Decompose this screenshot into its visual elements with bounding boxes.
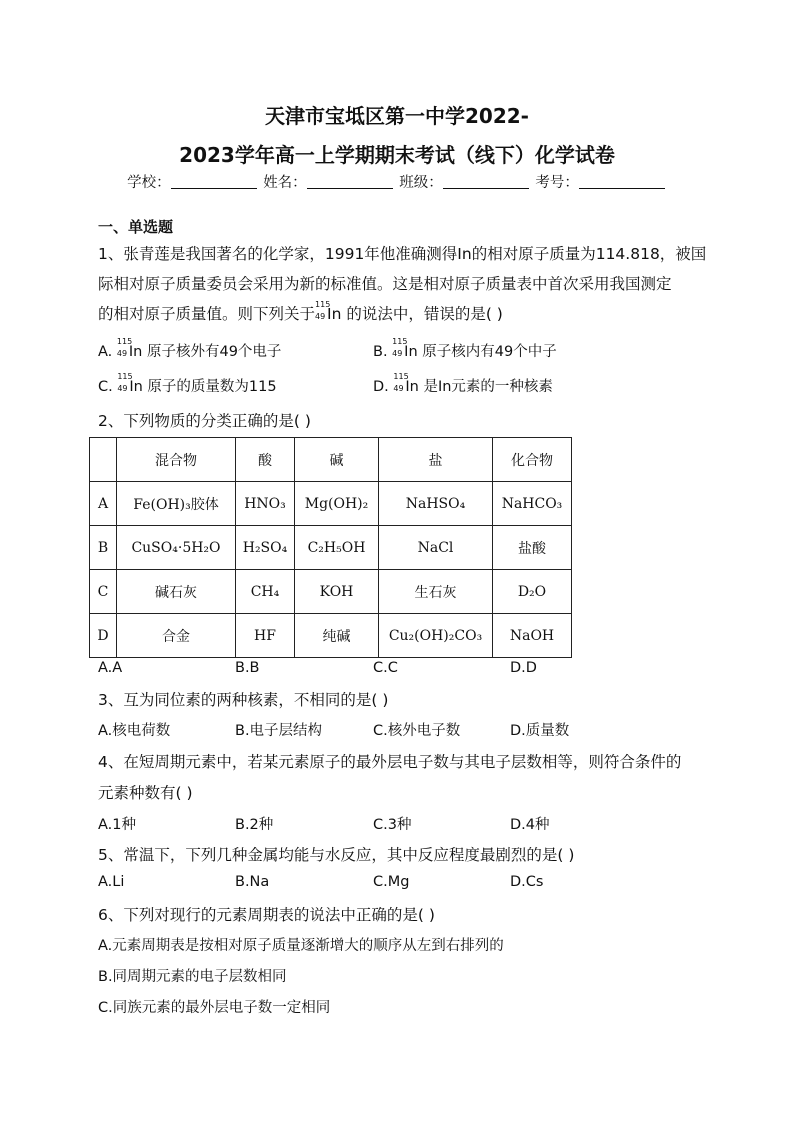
table-cell: C (90, 570, 117, 614)
exam-title-line2: 2023学年高一上学期期末考试（线下）化学试卷 (179, 143, 615, 167)
student-info-row (0, 171, 794, 192)
option-text: In 原子的质量数为115 (129, 379, 277, 395)
q4-option-c[interactable]: C.3种 (373, 817, 412, 833)
table-header: 酸 (236, 438, 295, 482)
q4-line1: 4、在短周期元素中，若某元素原子的最外层电子数与其电子层数相等，则符合条件的 (98, 753, 682, 771)
atomic-number: 49 (116, 349, 128, 358)
q6-option-c[interactable]: C.同族元素的最外层电子数一定相同 (98, 1000, 331, 1016)
q2-option-b[interactable]: B.B (235, 660, 260, 676)
school-blank[interactable] (171, 174, 257, 189)
table-cell: HNO₃ (236, 482, 295, 526)
table-cell: HF (236, 614, 295, 658)
exam-number-blank[interactable] (579, 174, 665, 189)
table-header-row (90, 438, 572, 482)
q3-option-c[interactable]: C.核外电子数 (373, 723, 461, 739)
q4-line2: 元素种数有( ) (98, 784, 193, 802)
exam-number-label: 考号： (535, 175, 579, 191)
option-prefix: D. (373, 379, 394, 395)
q1-line2: 际相对原子质量委员会采用为新的标准值。这是相对原子质量表中首次采用我国测定 (98, 275, 672, 293)
q5-option-a[interactable]: A.Li (98, 874, 125, 890)
q3-option-d[interactable]: D.质量数 (510, 723, 570, 739)
nuclide-notation (117, 372, 133, 393)
q3-option-b[interactable]: B.电子层结构 (235, 723, 323, 739)
q3-stem: 3、互为同位素的两种核素，不相同的是( ) (98, 691, 389, 709)
q5-option-b[interactable]: B.Na (235, 874, 270, 890)
option-text: In 是In元素的一种核素 (405, 379, 553, 395)
mass-number: 115 (116, 337, 133, 346)
mass-number: 115 (393, 372, 409, 381)
table-row (90, 526, 572, 570)
table-cell: CuSO₄·5H₂O (117, 526, 236, 570)
option-text: In 原子核外有49个电子 (128, 344, 282, 360)
table-cell: 纯碱 (295, 614, 379, 658)
q1-option-d[interactable] (373, 372, 553, 396)
nuclide-notation (393, 372, 409, 393)
q1-option-a[interactable] (98, 337, 282, 361)
table-cell: Cu₂(OH)₂CO₃ (379, 614, 493, 658)
q6-option-a[interactable]: A.元素周期表是按相对原子质量逐渐增大的顺序从左到右排列的 (98, 938, 504, 954)
q5-option-d[interactable]: D.Cs (510, 874, 544, 890)
table-cell: D (90, 614, 117, 658)
table-cell: Mg(OH)₂ (295, 482, 379, 526)
option-prefix: C. (98, 379, 118, 395)
q1-line1: 1、张青莲是我国著名的化学家，1991年他准确测得In的相对原子质量为114.818，被国 (98, 245, 707, 263)
table-cell: D₂O (493, 570, 572, 614)
classification-table (89, 437, 572, 658)
q4-option-b[interactable]: B.2种 (235, 817, 274, 833)
table-cell: H₂SO₄ (236, 526, 295, 570)
table-cell: 合金 (117, 614, 236, 658)
table-header: 化合物 (493, 438, 572, 482)
nuclide-notation (392, 337, 408, 358)
q5-option-c[interactable]: C.Mg (373, 874, 410, 890)
mass-number: 115 (117, 372, 133, 381)
q2-option-a[interactable]: A.A (98, 660, 123, 676)
q4-option-d[interactable]: D.4种 (510, 817, 550, 833)
class-blank[interactable] (443, 174, 529, 189)
q4-option-a[interactable]: A.1种 (98, 817, 136, 833)
table-header: 盐 (379, 438, 493, 482)
section-heading: 一、单选题 (98, 218, 174, 236)
table-cell: KOH (295, 570, 379, 614)
q2-option-c[interactable]: C.C (373, 660, 398, 676)
name-label: 姓名： (263, 175, 307, 191)
table-cell: Fe(OH)₃胶体 (117, 482, 236, 526)
table-cell: NaHSO₄ (379, 482, 493, 526)
q3-option-a[interactable]: A.核电荷数 (98, 723, 171, 739)
table-cell: NaCl (379, 526, 493, 570)
table-cell: 生石灰 (379, 570, 493, 614)
q1-line3 (98, 302, 503, 324)
exam-title-line1: 天津市宝坻区第一中学2022- (265, 104, 529, 128)
atomic-number: 49 (392, 349, 403, 358)
option-prefix: A. (98, 344, 117, 360)
mass-number: 115 (392, 337, 408, 346)
q5-stem: 5、常温下，下列几种金属均能与水反应，其中反应程度最剧烈的是( ) (98, 846, 575, 864)
table-row (90, 570, 572, 614)
table-cell: 盐酸 (493, 526, 572, 570)
atomic-number: 49 (393, 384, 404, 393)
q1-option-b[interactable] (373, 337, 557, 361)
name-blank[interactable] (307, 174, 393, 189)
nuclide-notation (315, 300, 331, 321)
q1-option-c[interactable] (98, 372, 277, 396)
table-cell: C₂H₅OH (295, 526, 379, 570)
option-prefix: B. (373, 344, 393, 360)
nuclide-notation (116, 337, 133, 358)
class-label: 班级： (399, 175, 443, 191)
table-cell: CH₄ (236, 570, 295, 614)
school-label: 学校： (127, 175, 171, 191)
q2-stem: 2、下列物质的分类正确的是( ) (98, 412, 311, 430)
q1-line3-pre: 的相对原子质量值。则下列关于 (98, 305, 316, 323)
table-cell: A (90, 482, 117, 526)
table-cell: 碱石灰 (117, 570, 236, 614)
mass-number: 115 (315, 300, 331, 309)
atomic-number: 49 (315, 312, 326, 321)
table-header: 碱 (295, 438, 379, 482)
table-row (90, 482, 572, 526)
table-cell: NaOH (493, 614, 572, 658)
table-row (90, 614, 572, 658)
table-cell: B (90, 526, 117, 570)
table-cell (90, 438, 117, 482)
q6-option-b[interactable]: B.同周期元素的电子层数相同 (98, 969, 287, 985)
table-cell: NaHCO₃ (493, 482, 572, 526)
q6-stem: 6、下列对现行的元素周期表的说法中正确的是( ) (98, 906, 435, 924)
q1-line3-post: In 的说法中，错误的是( ) (327, 305, 503, 323)
q2-option-d[interactable]: D.D (510, 660, 537, 676)
option-text: In 原子核内有49个中子 (404, 344, 557, 360)
table-header: 混合物 (117, 438, 236, 482)
atomic-number: 49 (117, 384, 128, 393)
